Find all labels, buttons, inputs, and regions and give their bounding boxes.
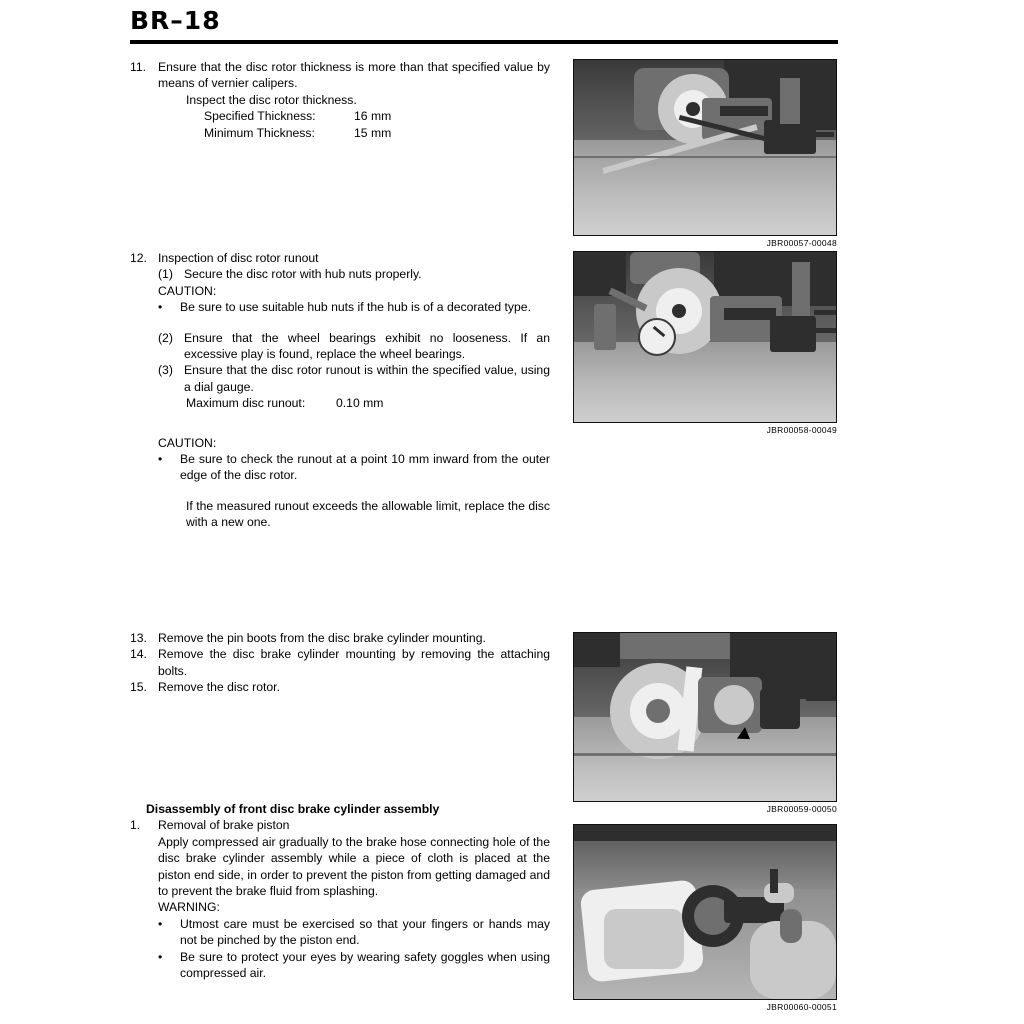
section-heading: Disassembly of front disc brake cylinder assembly — [146, 802, 440, 816]
spec-row-max-runout — [186, 395, 550, 411]
step-12-sub-3 — [158, 362, 550, 395]
step-12-block — [130, 250, 550, 531]
section-item-1 — [130, 817, 550, 833]
caution-label-2: CAUTION: — [158, 435, 217, 450]
spec-row-specified-thickness — [204, 108, 550, 124]
figure-2-image — [573, 251, 837, 423]
step-12-closing-text: If the measured runout exceeds the allowable limit, replace the disc with a new one. — [186, 498, 550, 530]
disassembly-section — [130, 801, 550, 981]
bullet-dot-icon: • — [158, 916, 163, 931]
page-header — [130, 6, 840, 36]
spec-label: Minimum Thickness: — [204, 125, 315, 140]
section-body-text: Apply compressed air gradually to the brake hose connecting hole of the disc brake cylinder assembly while a piece of cloth is placed at the piston end side, in order to prevent the piston from getting damaged and to prevent the brake fluid from splashing. — [158, 834, 550, 899]
step-11-text: Ensure that the disc rotor thickness is more than that specified value by means of vernier calipers. — [158, 60, 550, 91]
step-13 — [130, 630, 550, 646]
caution-bullet-2-text: Be sure to check the runout at a point 10 mm inward from the outer edge of the disc rotor. — [180, 452, 550, 483]
sub-label: (2) — [158, 330, 173, 345]
step-12-sub-1 — [158, 266, 550, 282]
section-item-number: 1. — [130, 818, 141, 833]
spec-label: Specified Thickness: — [204, 109, 316, 124]
caution-bullet-1-text: Be sure to use suitable hub nuts if the hub is of a decorated type. — [180, 300, 531, 315]
header-divider — [130, 40, 838, 44]
spec-row-minimum-thickness — [204, 125, 550, 141]
step-12-title: Inspection of disc rotor runout — [158, 251, 319, 265]
step-15-number: 15. — [130, 680, 147, 695]
sub-text: Ensure that the disc rotor runout is within the specified value, using a dial gauge. — [184, 363, 550, 394]
step-11-number: 11. — [130, 60, 147, 74]
figure-1 — [573, 59, 837, 248]
caution-label-1: CAUTION: — [158, 283, 217, 298]
bullet-dot-icon: • — [158, 949, 163, 964]
figure-1-caption: JBR00057-00048 — [766, 238, 837, 248]
step-11-subline: Inspect the disc rotor thickness. — [186, 92, 357, 107]
spec-value: 16 mm — [354, 109, 392, 124]
step-12-number: 12. — [130, 251, 147, 265]
figure-3-caption: JBR00059-00050 — [766, 804, 837, 814]
warning-bullet-1-text: Utmost care must be exercised so that your fingers or hands may not be pinched by the piston end. — [180, 916, 550, 948]
step-12 — [130, 250, 550, 266]
page-title: BR–18 — [130, 6, 221, 35]
warning-bullet-1 — [158, 916, 550, 949]
warning-label: WARNING: — [158, 900, 220, 915]
figure-2 — [573, 251, 837, 435]
bullet-dot-icon: • — [158, 300, 163, 315]
step-15 — [130, 679, 550, 695]
section-item-title: Removal of brake piston — [158, 818, 290, 833]
step-14 — [130, 646, 550, 679]
step-12-sub-2 — [158, 330, 550, 363]
figure-4 — [573, 824, 837, 1012]
sub-label: (1) — [158, 267, 173, 282]
step-15-text: Remove the disc rotor. — [158, 680, 280, 695]
figure-4-image — [573, 824, 837, 1000]
spec-value: 0.10 mm — [336, 396, 384, 411]
caution-bullet-1 — [158, 299, 550, 315]
warning-bullet-2-text: Be sure to protect your eyes by wearing safety goggles when using compressed air. — [180, 949, 550, 981]
steps-13-15-block — [130, 630, 550, 696]
step-13-number: 13. — [130, 631, 147, 645]
caution-bullet-2 — [158, 451, 550, 484]
figure-3 — [573, 632, 837, 814]
figure-1-image — [573, 59, 837, 236]
sub-text: Ensure that the wheel bearings exhibit no looseness. If an excessive play is found, replace the wheel bearings. — [184, 330, 550, 362]
sub-label: (3) — [158, 363, 173, 378]
step-11 — [130, 59, 550, 92]
spec-value: 15 mm — [354, 125, 392, 140]
step-14-number: 14. — [130, 647, 147, 662]
warning-bullet-2 — [158, 949, 550, 982]
step-11-block — [130, 59, 550, 141]
figure-2-caption: JBR00058-00049 — [766, 425, 837, 435]
step-14-text: Remove the disc brake cylinder mounting by removing the attaching bolts. — [158, 647, 550, 678]
spec-label: Maximum disc runout: — [186, 396, 306, 411]
figure-3-image — [573, 632, 837, 802]
bullet-dot-icon: • — [158, 452, 163, 467]
step-13-text: Remove the pin boots from the disc brake cylinder mounting. — [158, 631, 486, 645]
sub-text: Secure the disc rotor with hub nuts properly. — [184, 267, 422, 282]
figure-4-caption: JBR00060-00051 — [766, 1002, 837, 1012]
